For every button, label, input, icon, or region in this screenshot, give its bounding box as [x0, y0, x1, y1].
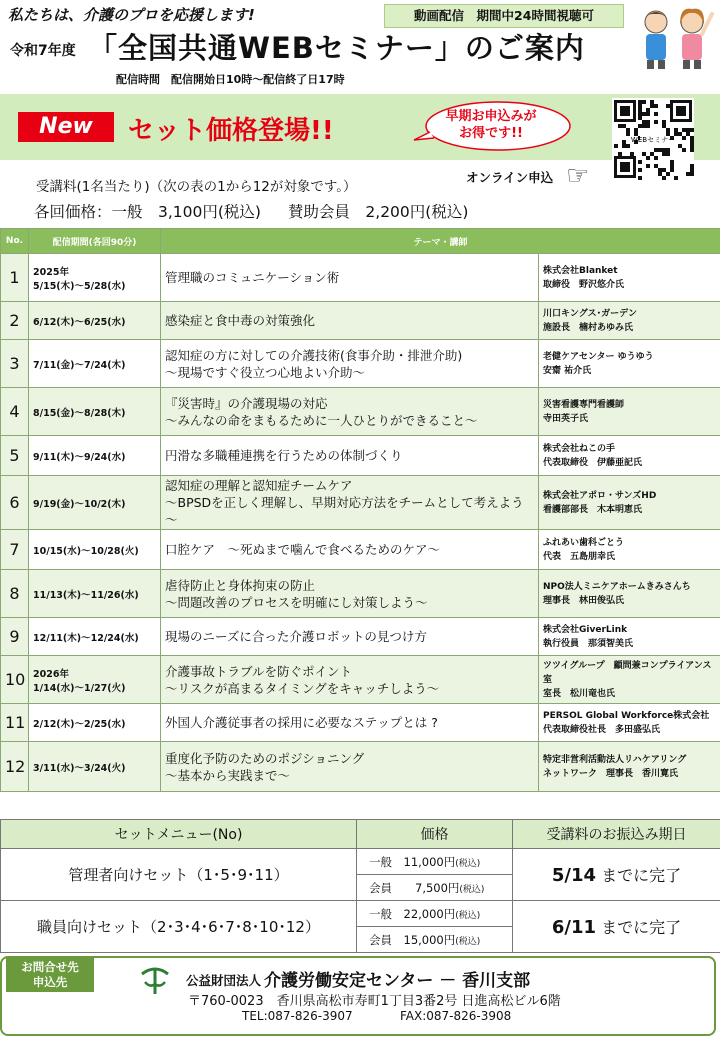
- session-lecturer: 株式会社Blanket 取締役 野沢悠介氏: [539, 254, 720, 302]
- session-number: 9: [1, 618, 29, 656]
- session-number: 1: [1, 254, 29, 302]
- set-row: [1, 849, 720, 875]
- session-period: 6/12(木)～6/25(水): [29, 302, 161, 340]
- session-lecturer: 株式会社GiverLink 執行役員 那須智美氏: [539, 618, 720, 656]
- table-row: [1, 570, 720, 618]
- session-period: 3/11(水)～3/24(火): [29, 742, 161, 792]
- set-menu-table: [0, 819, 720, 953]
- table-row: [1, 618, 720, 656]
- set-row: [1, 901, 720, 927]
- session-theme: 円滑な多職種連携を行うための体制づくり: [161, 436, 539, 476]
- table-row: [1, 530, 720, 570]
- table-row: [1, 704, 720, 742]
- table-row: [1, 656, 720, 704]
- session-theme: 認知症の理解と認知症チームケア ～BPSDを正しく理解し、早期対応方法をチームとして考えよう～: [161, 476, 539, 530]
- set-price-general: 一般 11,000円(税込): [357, 849, 513, 875]
- stream-notice: 動画配信 期間中24時間視聴可: [384, 4, 624, 28]
- session-lecturer: ツツイグループ 顧問兼コンプライアンス室 室長 松川竜也氏: [539, 656, 720, 704]
- session-theme: 認知症の方に対しての介護技術(食事介助・排泄介助) ～現場ですぐ役立つ心地よい介助～: [161, 340, 539, 388]
- session-period: 9/19(金)～10/2(木): [29, 476, 161, 530]
- session-number: 8: [1, 570, 29, 618]
- fiscal-year: 令和7年度: [10, 43, 76, 59]
- set-name: 職員向けセット（2･3･4･6･7･8･10･12）: [1, 901, 357, 953]
- delivery-period: 配信時間 配信開始日10時～配信終了日17時: [116, 73, 345, 86]
- session-lecturer: 老健ケアセンター ゆうゆう 安齋 祐介氏: [539, 340, 720, 388]
- fee-member: 賛助会員 2,200円(税込): [287, 203, 469, 221]
- table-row: [1, 436, 720, 476]
- table-row: [1, 742, 720, 792]
- session-lecturer: ふれあい歯科ごとう 代表 五島朋幸氏: [539, 530, 720, 570]
- set-price-member: 会員 15,000円(税込): [357, 927, 513, 953]
- session-lecturer: NPO法人ミニケアホームきみさんち 理事長 林田俊弘氏: [539, 570, 720, 618]
- table-row: [1, 254, 720, 302]
- session-theme: 重度化予防のためのポジショニング ～基本から実践まで～: [161, 742, 539, 792]
- set-price-general: 一般 22,000円(税込): [357, 901, 513, 927]
- set-col-menu: セットメニュー(No): [1, 820, 357, 849]
- session-theme: 虐待防止と身体拘束の防止 ～問題改善のプロセスを明確にし対策しよう～: [161, 570, 539, 618]
- table-row: [1, 476, 720, 530]
- session-period: 2/12(木)～2/25(水): [29, 704, 161, 742]
- online-apply-label[interactable]: オンライン申込: [466, 170, 554, 185]
- address: 〒760-0023 香川県高松市寿町1丁目3番2号 日進高松ビル6階: [188, 994, 561, 1009]
- session-number: 12: [1, 742, 29, 792]
- session-theme: 『災害時』の介護現場の対応 ～みんなの命をまもるために一人ひとりができること～: [161, 388, 539, 436]
- session-period: 2026年 1/14(水)～1/27(火): [29, 656, 161, 704]
- fee-general: 各回価格：一般 3,100円(税込): [34, 203, 261, 221]
- session-number: 2: [1, 302, 29, 340]
- fax: FAX:087-826-3908: [400, 1009, 512, 1023]
- set-deadline: 5/14 までに完了: [513, 849, 720, 901]
- qr-label: WEBセミナー: [630, 136, 676, 144]
- fee-prices: [34, 200, 490, 222]
- col-period: 配信期間(各回90分): [29, 229, 161, 254]
- session-period: 7/11(金)～7/24(木): [29, 340, 161, 388]
- session-period: 11/13(木)～11/26(水): [29, 570, 161, 618]
- session-number: 4: [1, 388, 29, 436]
- session-period: 2025年 5/15(木)～5/28(水): [29, 254, 161, 302]
- set-col-deadline: 受講料のお振込み期日: [513, 820, 720, 849]
- table-row: [1, 388, 720, 436]
- session-number: 10: [1, 656, 29, 704]
- session-number: 6: [1, 476, 29, 530]
- set-name: 管理者向けセット（1･5･9･11）: [1, 849, 357, 901]
- session-lecturer: 災害看護専門看護師 寺田英子氏: [539, 388, 720, 436]
- schedule-table: [0, 228, 720, 792]
- new-badge: New: [18, 112, 114, 142]
- session-lecturer: PERSOL Global Workforce株式会社 代表取締役社長 多田盛弘氏: [539, 704, 720, 742]
- fee-intro: 受講料(1名当たり)（次の表の1から12が対象です。）: [36, 179, 357, 195]
- set-col-price: 価格: [357, 820, 513, 849]
- org-type: 公益財団法人: [186, 973, 262, 988]
- session-period: 9/11(木)～9/24(水): [29, 436, 161, 476]
- session-theme: 口腔ケア ～死ぬまで噛んで食べるためのケア～: [161, 530, 539, 570]
- pointing-hand-icon: ☞: [566, 161, 590, 191]
- session-number: 3: [1, 340, 29, 388]
- col-theme: テーマ・講師: [161, 229, 720, 254]
- qr-code-icon[interactable]: [612, 98, 694, 180]
- session-theme: 感染症と食中毒の対策強化: [161, 302, 539, 340]
- session-theme: 外国人介護従事者の採用に必要なステップとは ?: [161, 704, 539, 742]
- session-number: 11: [1, 704, 29, 742]
- session-lecturer: 株式会社ねこの手 代表取締役 伊藤亜記氏: [539, 436, 720, 476]
- set-price-headline: セット価格登場!!: [128, 116, 334, 146]
- session-theme: 介護事故トラブルを防ぐポイント ～リスクが高まるタイミングをキャッチしよう～: [161, 656, 539, 704]
- contact-tag: お問合せ先 申込先: [6, 958, 94, 992]
- session-period: 8/15(金)～8/28(木): [29, 388, 161, 436]
- set-price-member: 会員 7,500円(税込): [357, 875, 513, 901]
- session-period: 12/11(木)～12/24(水): [29, 618, 161, 656]
- org-name: 介護労働安定センター － 香川支部: [264, 971, 531, 991]
- caregiver-illustration: [628, 4, 718, 70]
- session-number: 5: [1, 436, 29, 476]
- session-period: 10/15(水)～10/28(火): [29, 530, 161, 570]
- early-bird-note: 早期お申込みが お得です!!: [445, 109, 537, 141]
- set-deadline: 6/11 までに完了: [513, 901, 720, 953]
- session-theme: 現場のニーズに合った介護ロボットの見つけ方: [161, 618, 539, 656]
- session-lecturer: 特定非営利活動法人リハケアリング ネットワーク 理事長 香川寛氏: [539, 742, 720, 792]
- page-title: 「全国共通WEBセミナー」のご案内: [88, 31, 585, 65]
- table-row: [1, 340, 720, 388]
- session-number: 7: [1, 530, 29, 570]
- tel[interactable]: TEL:087-826-3907: [242, 1009, 353, 1023]
- session-theme: 管理職のコミュニケーション術: [161, 254, 539, 302]
- organization-logo-icon: [138, 962, 172, 996]
- col-no: No.: [1, 229, 29, 254]
- session-lecturer: 川口キングス･ガーデン 施設長 楠村あゆみ氏: [539, 302, 720, 340]
- tagline: 私たちは、介護のプロを応援します!: [8, 6, 255, 24]
- table-row: [1, 302, 720, 340]
- session-lecturer: 株式会社アポロ・サンズHD 看護部部長 木本明恵氏: [539, 476, 720, 530]
